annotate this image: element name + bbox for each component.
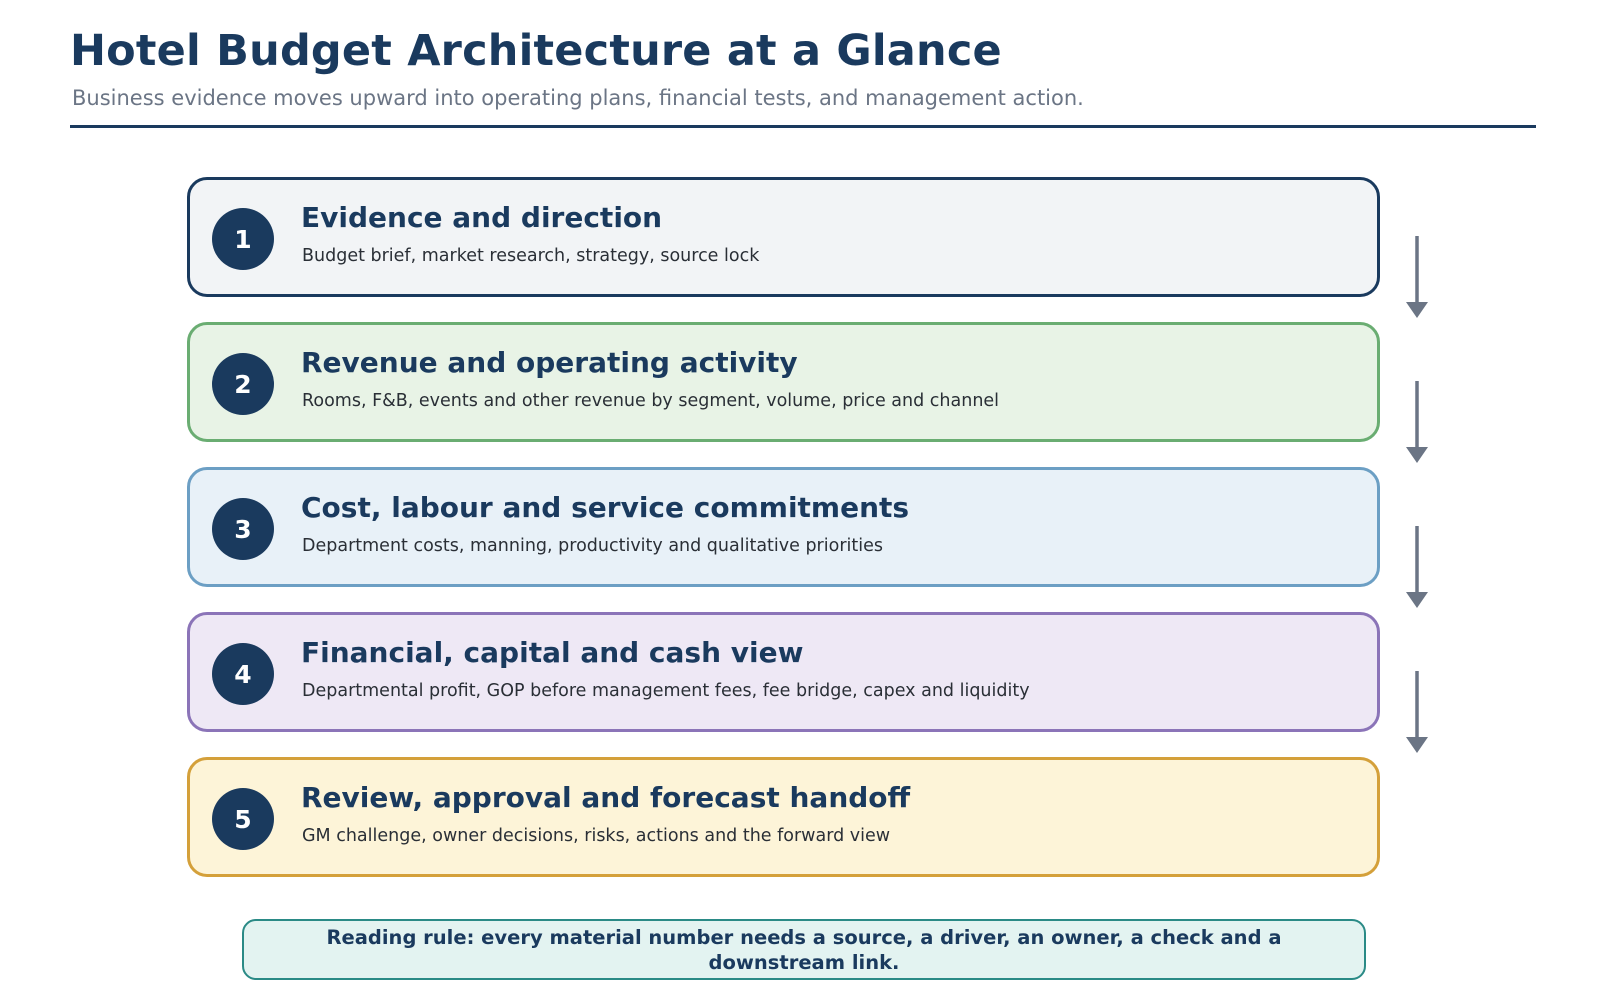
page-subtitle: Business evidence moves upward into operating plans, financial tests, and management action. xyxy=(72,86,1084,110)
layer-title: Cost, labour and service commitments xyxy=(301,491,910,524)
layer-title: Evidence and direction xyxy=(301,201,663,234)
layer-description: Departmental profit, GOP before management fees, fee bridge, capex and liquidity xyxy=(302,681,1030,701)
layer-description: Budget brief, market research, strategy, source lock xyxy=(302,246,760,266)
reading-rule-text: Reading rule: every material number needs a source, a driver, an owner, a check and a downstream link. xyxy=(326,925,1282,974)
reading-rule-note xyxy=(242,919,1366,980)
layer-number-badge: 4 xyxy=(212,643,274,705)
layer-title: Financial, capital and cash view xyxy=(301,636,804,669)
down-arrow-icon xyxy=(1406,671,1428,753)
layer-title: Revenue and operating activity xyxy=(301,346,798,379)
down-arrow-icon xyxy=(1406,381,1428,463)
layer-number-badge: 3 xyxy=(212,498,274,560)
down-arrow-icon xyxy=(1406,236,1428,318)
layer-card-5 xyxy=(187,757,1380,877)
layer-description: Department costs, manning, productivity and qualitative priorities xyxy=(302,536,883,556)
layer-card-4 xyxy=(187,612,1380,732)
layer-number-badge: 1 xyxy=(212,208,274,270)
layer-card-3 xyxy=(187,467,1380,587)
layer-title: Review, approval and forecast handoff xyxy=(301,781,911,814)
layer-card-1 xyxy=(187,177,1380,297)
page-title: Hotel Budget Architecture at a Glance xyxy=(70,26,1002,76)
down-arrow-icon xyxy=(1406,526,1428,608)
layer-description: GM challenge, owner decisions, risks, actions and the forward view xyxy=(302,826,891,846)
header-divider xyxy=(70,125,1536,128)
layer-number-badge: 2 xyxy=(212,353,274,415)
layer-number-badge: 5 xyxy=(212,788,274,850)
layer-description: Rooms, F&B, events and other revenue by segment, volume, price and channel xyxy=(302,391,1000,411)
layer-card-2 xyxy=(187,322,1380,442)
